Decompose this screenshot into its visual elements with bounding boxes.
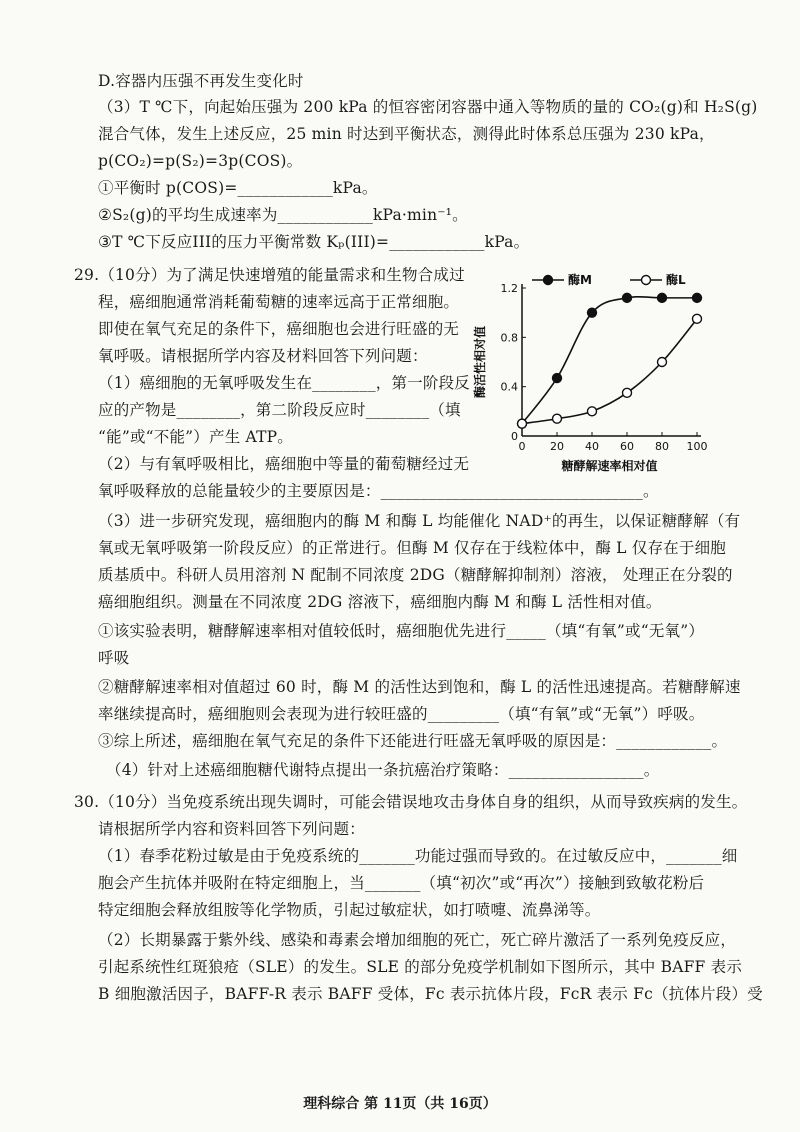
y-axis-title: 酶活性相对值 xyxy=(473,325,487,399)
legend-label: 酶L xyxy=(666,273,686,287)
y-tick-label: 0 xyxy=(511,430,518,443)
text-line: 应的产物是________，第二阶段反应时________（填 xyxy=(98,401,461,419)
text-line: D.容器内压强不再发生变化时 xyxy=(98,72,304,90)
text-line: 氧呼吸释放的总能量较少的主要原因是：_________________________________。 xyxy=(98,482,659,500)
page-footer: 理科综合 第 11页（共 16页） xyxy=(303,1096,497,1112)
text-line: （2）与有氧呼吸相比，癌细胞中等量的葡萄糖经过无 xyxy=(98,455,470,473)
text-line: 胞会产生抗体并吸附在特定细胞上，当_______（填“初次”或“再次”）接触到致敏花粉后 xyxy=(98,874,705,892)
text-line: 呼吸 xyxy=(98,649,130,667)
data-point xyxy=(658,358,667,367)
y-tick-label: 0.4 xyxy=(500,380,518,394)
text-line: p(CO₂)=p(S₂)=3p(COS)。 xyxy=(98,152,303,170)
text-line: （1）春季花粉过敏是由于免疫系统的_______功能过强而导致的。在过敏反应中，_______细 xyxy=(98,847,738,865)
y-tick-label: 1.2 xyxy=(500,282,518,295)
text-line: 率继续提高时，癌细胞则会表现为进行较旺盛的_________（填“有氧”或“无氧”）呼吸。 xyxy=(98,705,705,723)
text-line: 29.（10分）为了满足快速增殖的能量需求和生物合成过 xyxy=(74,266,465,284)
data-point xyxy=(553,374,562,383)
data-point xyxy=(623,293,632,302)
data-point xyxy=(518,419,527,428)
text-line: 引起系统性红斑狼疮（SLE）的发生。SLE 的部分免疫学机制如下图所示，其中 BAFF 表示 xyxy=(98,958,743,976)
text-line: ①平衡时 p(COS)=____________kPa。 xyxy=(98,179,378,197)
text-line: （3）T ℃下，向起始压强为 200 kPa 的恒容密闭容器中通入等物质的量的 CO₂(g)和 H₂S(g) xyxy=(98,98,758,116)
text-line: 癌细胞组织。测量在不同浓度 2DG 溶液下，癌细胞内酶 M 和酶 L 活性相对值。 xyxy=(98,593,662,611)
chart-svg xyxy=(470,268,720,478)
text-line: 氧或无氧呼吸第一阶段反应）的正常进行。但酶 M 仅存在于线粒体中，酶 L 仅存在于细胞 xyxy=(98,539,726,557)
text-line: （3）进一步研究发现，癌细胞内的酶 M 和酶 L 均能催化 NAD⁺的再生，以保证糖酵解（有 xyxy=(98,512,741,530)
text-line: ②糖酵解速率相对值超过 60 时，酶 M 的活性达到饱和，酶 L 的活性迅速提高。若糖酵解速 xyxy=(98,678,741,696)
text-line: （4）针对上述癌细胞糖代谢特点提出一条抗癌治疗策略：_________________。 xyxy=(106,761,660,779)
text-line: （1）癌细胞的无氧呼吸发生在________，第一阶段反 xyxy=(98,374,470,392)
data-point xyxy=(693,293,702,302)
legend-marker xyxy=(544,276,553,285)
x-tick-label: 0 xyxy=(518,440,526,453)
text-line: 氧呼吸。请根据所学内容及材料回答下列问题： xyxy=(98,347,428,365)
text-line: 特定细胞会释放组胺等化学物质，引起过敏症状，如打喷嚏、流鼻涕等。 xyxy=(98,901,601,919)
text-line: 30.（10分）当免疫系统出现失调时，可能会错误地攻击身体自身的组织，从而导致疾病的发生。 xyxy=(74,793,748,811)
x-tick-label: 60 xyxy=(620,440,634,453)
data-point xyxy=(623,388,632,397)
legend-marker xyxy=(642,276,651,285)
text-line: ①该实验表明，糖酵解速率相对值较低时，癌细胞优先进行_____（填“有氧”或“无氧”） xyxy=(98,622,705,640)
data-point xyxy=(588,407,597,416)
text-line: “能”或“不能”）产生 ATP。 xyxy=(98,428,293,446)
text-line: 即使在氧气充足的条件下，癌细胞也会进行旺盛的无 xyxy=(98,320,460,338)
x-tick-label: 20 xyxy=(550,440,564,453)
text-line: ②S₂(g)的平均生成速率为____________kPa·min⁻¹。 xyxy=(98,206,468,224)
data-point xyxy=(588,308,597,317)
series-line-1 xyxy=(522,319,697,424)
text-line: 质基质中。科研人员用溶剂 N 配制不同浓度 2DG（糖酵解抑制剂）溶液， 处理正在分裂的 xyxy=(98,566,733,584)
y-tick-label: 0.8 xyxy=(500,331,518,345)
enzyme-activity-chart xyxy=(470,268,720,478)
text-line: （2）长期暴露于紫外线、感染和毒素会增加细胞的死亡，死亡碎片激活了一系列免疫反应， xyxy=(98,931,737,949)
text-line: ③T ℃下反应III的压力平衡常数 Kₚ(III)=____________kPa。 xyxy=(98,233,530,251)
text-line: 程，癌细胞通常消耗葡萄糖的速率远高于正常细胞。 xyxy=(98,293,460,311)
x-tick-label: 100 xyxy=(686,440,708,453)
data-point xyxy=(658,293,667,302)
data-point xyxy=(553,414,562,423)
text-line: B 细胞激活因子，BAFF-R 表示 BAFF 受体，Fc 表示抗体片段，FcR 表示 Fc（抗体片段）受 xyxy=(98,985,763,1003)
text-line: 混合气体，发生上述反应，25 min 时达到平衡状态，测得此时体系总压强为 230 kPa， xyxy=(98,125,715,143)
data-point xyxy=(693,314,702,323)
text-line: ③综上所述，癌细胞在氧气充足的条件下还能进行旺盛无氧呼吸的原因是：____________。 xyxy=(98,732,728,750)
legend-label: 酶M xyxy=(568,273,592,287)
x-tick-label: 80 xyxy=(655,440,669,453)
x-tick-label: 40 xyxy=(585,440,599,453)
x-axis-title: 糖酵解速率相对值 xyxy=(561,459,658,473)
series-line-0 xyxy=(522,297,697,424)
text-line: 请根据所学内容和资料回答下列问题： xyxy=(98,820,365,838)
